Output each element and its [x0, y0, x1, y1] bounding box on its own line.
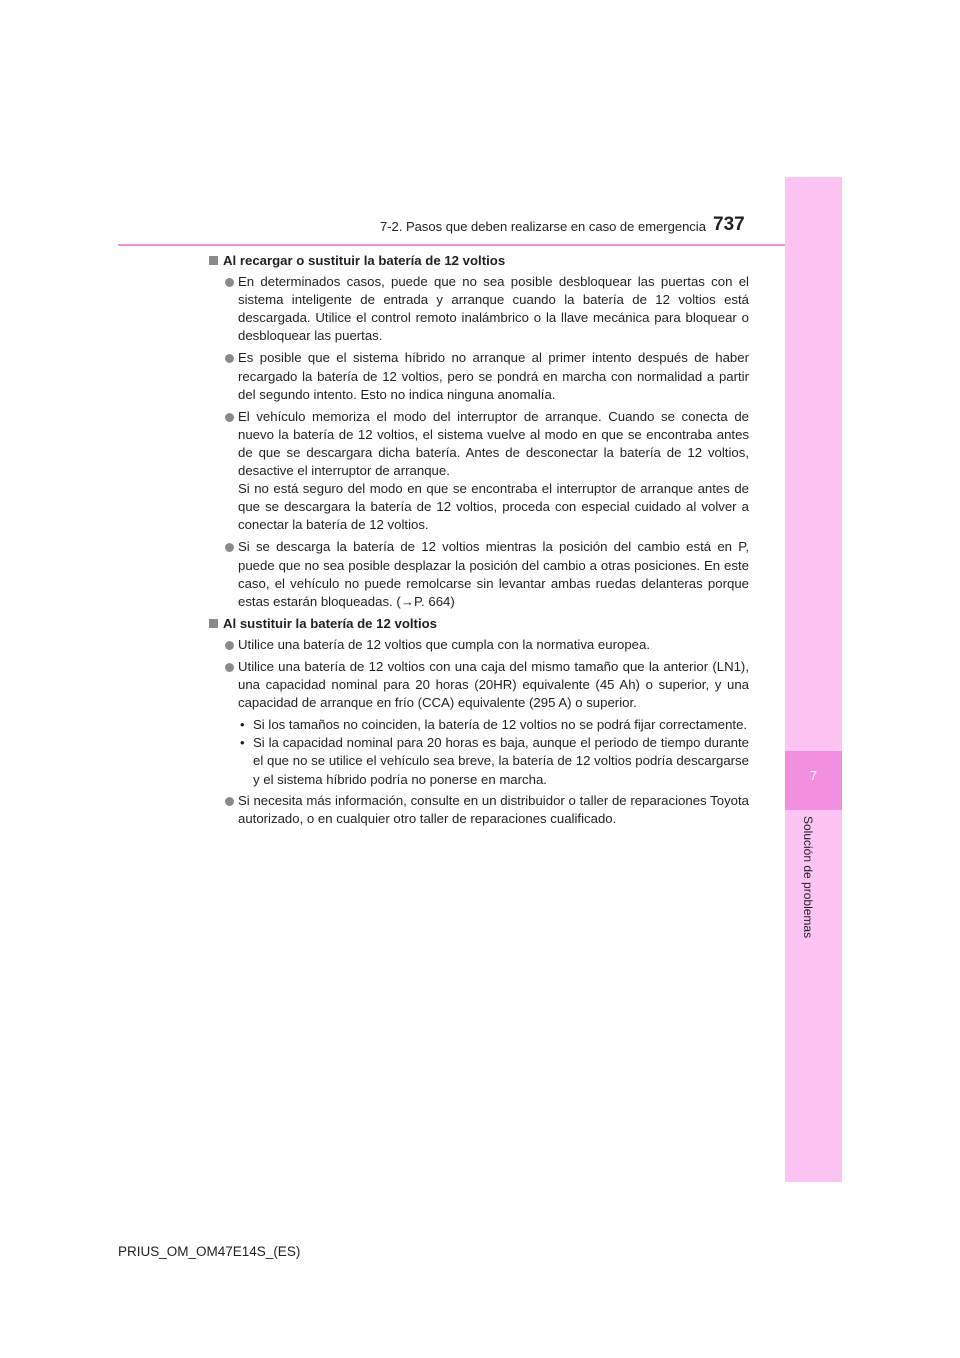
chapter-number: 7: [809, 768, 818, 783]
sub-list-item-text: Si los tamaños no coinciden, la batería de 12 voltios no se podrá fijar correctamente.: [253, 717, 748, 733]
sub-list-item: [238, 734, 749, 788]
list-item: [209, 408, 749, 535]
sub-list-item-text: Si la capacidad nominal para 20 horas es baja, aunque el periodo de tiempo durante el que no se utilice el vehículo sea breve, la batería de 12 voltios podría descargarse y el sistema híbrido podría no ponerse en marcha.: [253, 735, 749, 787]
list-item-text: El vehículo memoriza el modo del interruptor de arranque. Cuando se conecta de nuevo la batería de 12 voltios, el sistema vuelve al modo en que se encontraba antes de que se descargara dicha batería. Antes de desconectar la batería de 12 voltios, desactive el interruptor de arranque.: [238, 408, 749, 479]
section-heading-text: Al sustituir la batería de 12 voltios: [223, 615, 437, 631]
header-title: 7-2. Pasos que deben realizarse en caso de emergencia: [380, 219, 706, 234]
list-item: [209, 636, 749, 654]
section-heading-text: Al recargar o sustituir la batería de 12 voltios: [223, 253, 506, 268]
list-item-text: Utilice una batería de 12 voltios que cumpla con la normativa europea.: [238, 636, 650, 652]
square-bullet-icon: [209, 619, 218, 628]
dot-bullet-icon: •: [240, 717, 245, 733]
document-code: PRIUS_OM_OM47E14S_(ES): [118, 1244, 301, 1259]
circle-bullet-icon: [225, 543, 234, 552]
list-item: [209, 792, 749, 828]
circle-bullet-icon: [225, 663, 234, 672]
list-item-text-continued: Si no está seguro del modo en que se encontraba el interruptor de arranque antes de que se descargara la batería de 12 voltios, proceda con especial cuidado al volver a conectar la batería de 12 voltios.: [238, 481, 749, 533]
circle-bullet-icon: [225, 641, 234, 650]
circle-bullet-icon: [225, 354, 234, 363]
circle-bullet-icon: [225, 278, 234, 287]
section-heading: [209, 252, 749, 270]
list-item-text: Si se descarga la batería de 12 voltios mientras la posición del cambio está en P, puede que no sea posible desplazar la posición del cambio a otras posiciones. En este caso, el vehículo no puede remolcarse sin levantar ambas ruedas delanteras porque estas estarán bloqueadas. (→P. 664): [238, 539, 749, 609]
section-heading: [209, 615, 749, 633]
page-content: [209, 252, 749, 832]
header-rule: [118, 244, 785, 246]
list-item-text: Si necesita más información, consulte en un distribuidor o taller de reparaciones Toyota autorizado, o en cualquier otro taller de reparaciones cualificado.: [238, 792, 749, 826]
circle-bullet-icon: [225, 413, 234, 422]
sub-list-item: [238, 716, 749, 734]
square-bullet-icon: [209, 256, 218, 265]
dot-bullet-icon: •: [240, 735, 245, 751]
chapter-label: Solución de problemas: [801, 816, 815, 939]
list-item-text: En determinados casos, puede que no sea posible desbloquear las puertas con el sistema inteligente de entrada y arranque cuando la batería de 12 voltios está descargada. Utilice el control remoto inalámbrico o la llave mecánica para bloquear o desbloquear las puertas.: [238, 274, 749, 344]
list-item-text: Utilice una batería de 12 voltios con una caja del mismo tamaño que la anterior (LN1), una capacidad nominal para 20 horas (20HR) equivalente (45 Ah) o superior, y una capacidad de arranque en frío (CCA) equivalente (295 A) o superior.: [238, 658, 749, 711]
list-item: [209, 273, 749, 345]
list-item: [209, 538, 749, 610]
list-item-text: Es posible que el sistema híbrido no arranque al primer intento después de haber recargado la batería de 12 voltios, pero se pondrá en marcha con normalidad a partir del segundo intento. Esto no indica ninguna anomalía.: [238, 350, 749, 402]
circle-bullet-icon: [225, 797, 234, 806]
list-item: [209, 349, 749, 403]
page-number: 737: [713, 214, 745, 235]
chapter-side-tab: [785, 177, 842, 1182]
sub-list: [209, 716, 749, 788]
list-item: [209, 658, 749, 712]
